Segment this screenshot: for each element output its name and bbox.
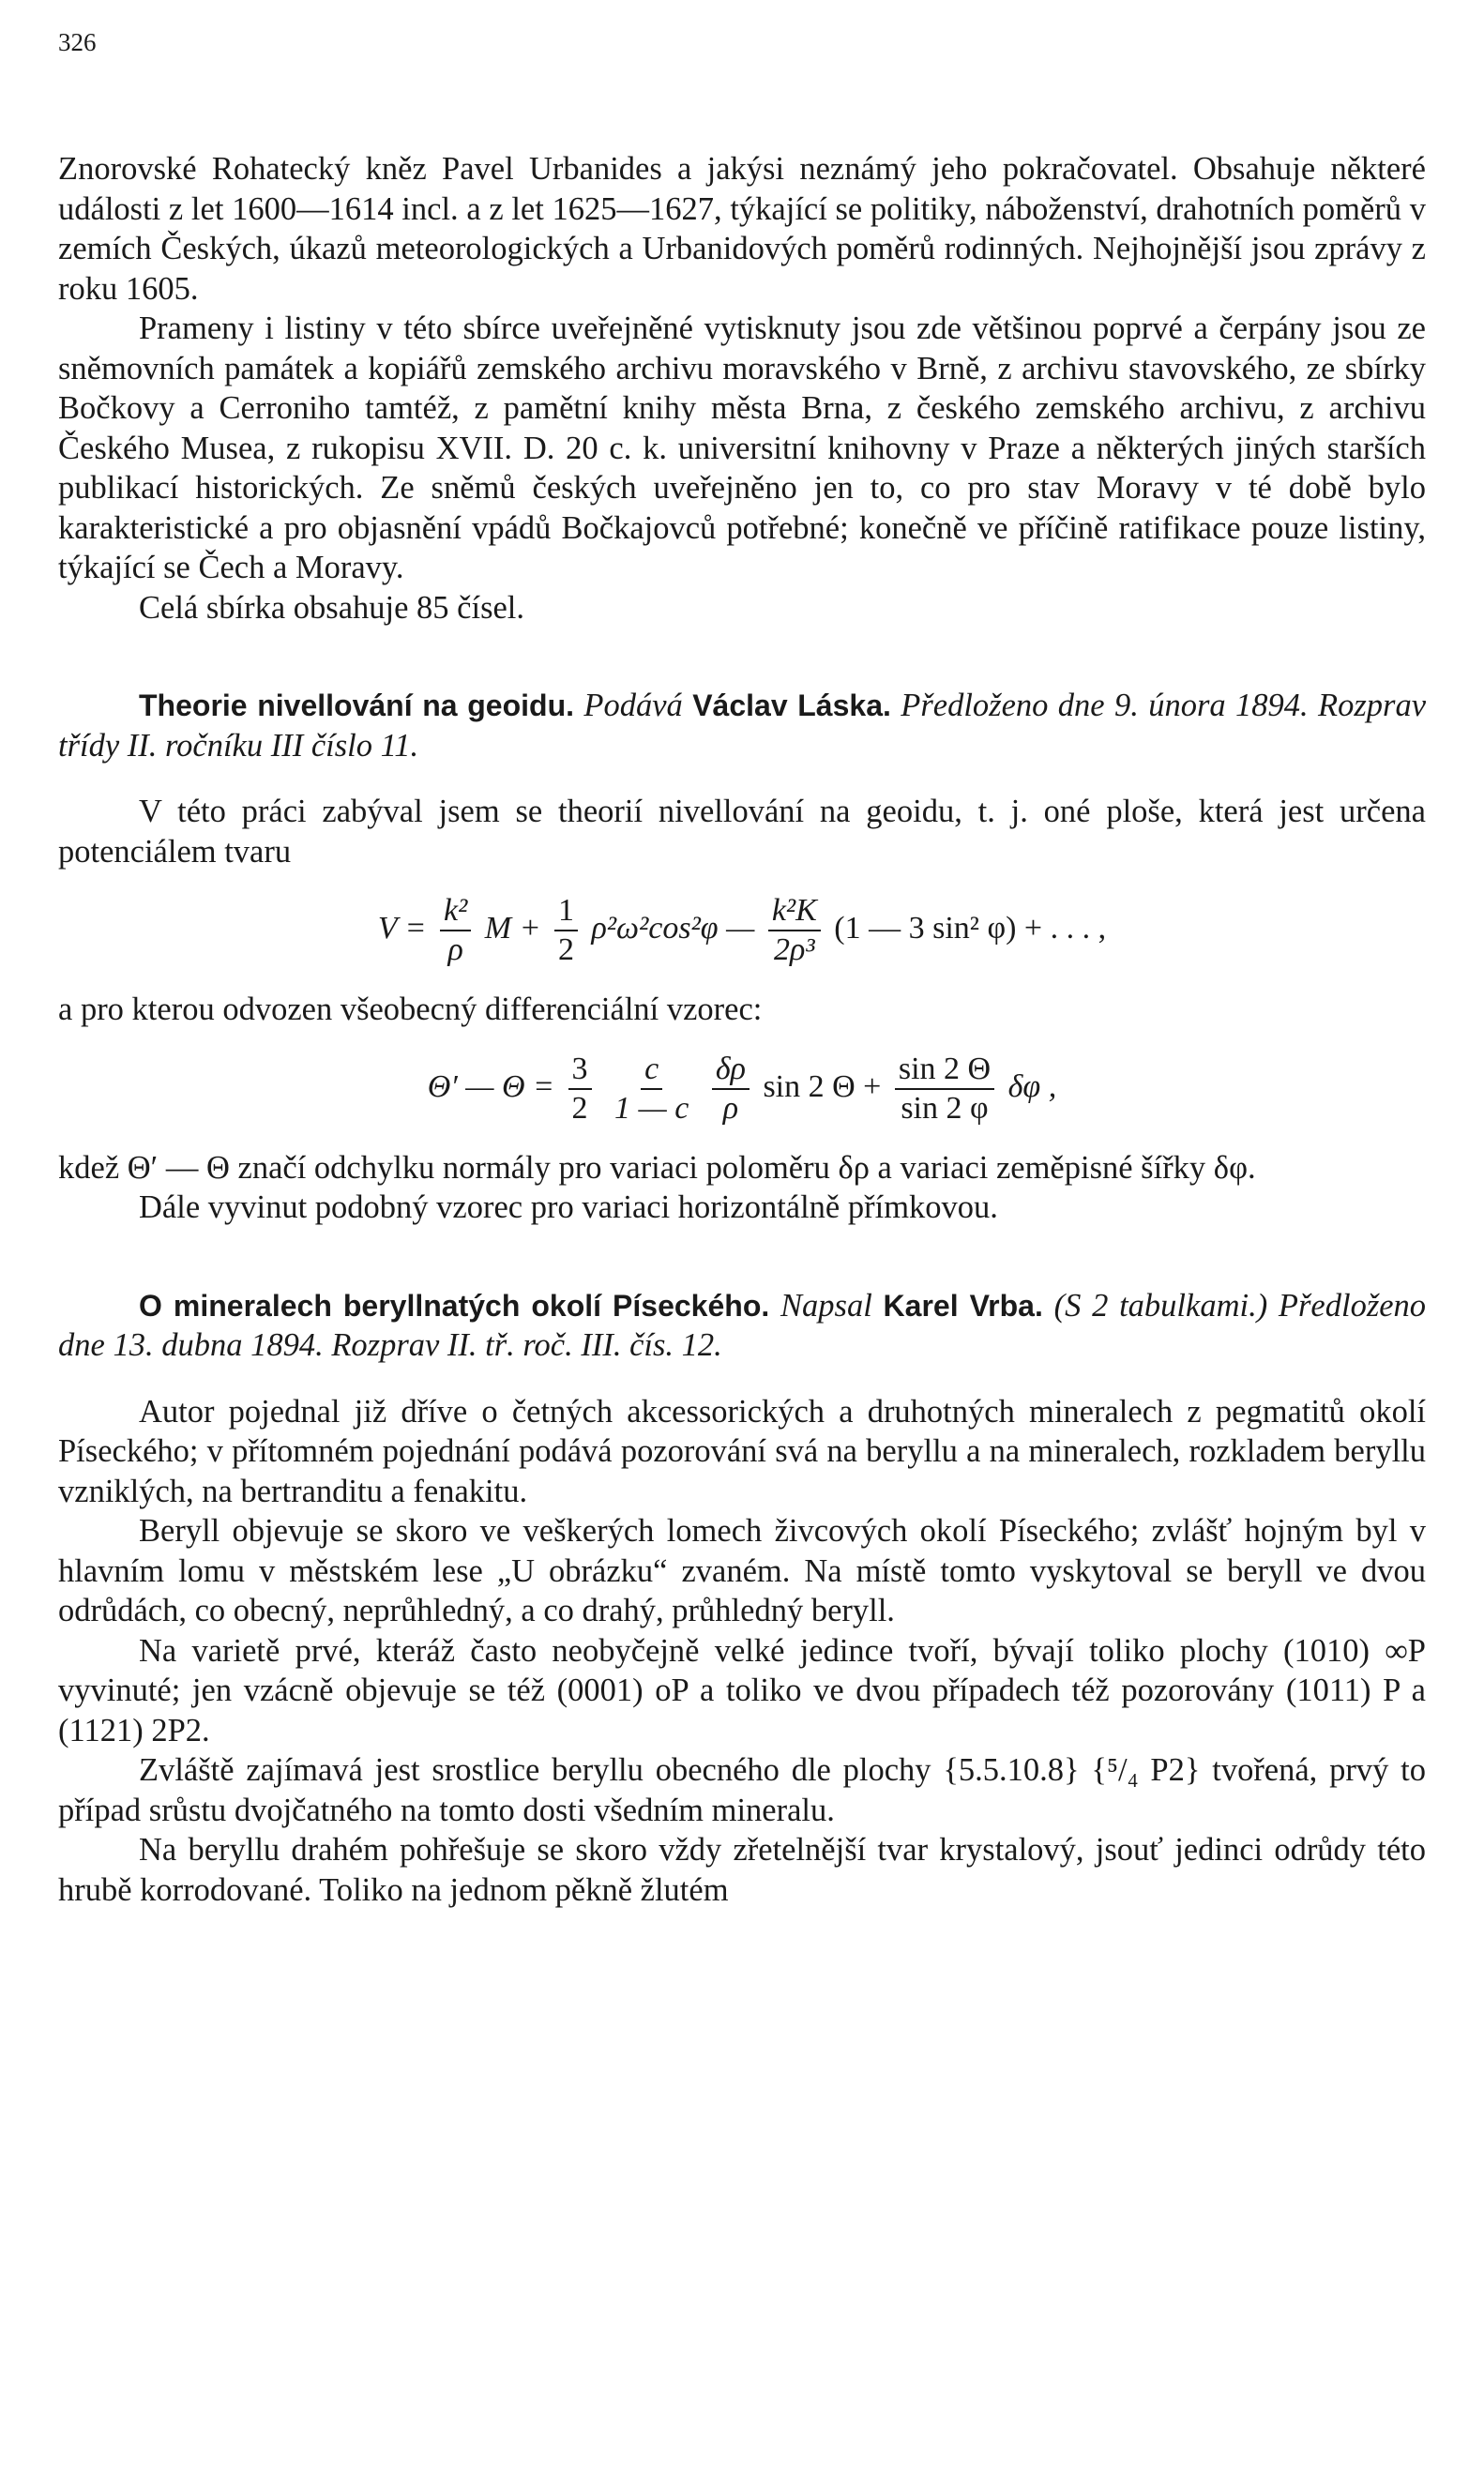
formula-1-f2-num: 1 bbox=[554, 892, 578, 931]
article-2-paragraph-4: Zvláště zajímavá jest srostlice beryllu obecného dle plochy {5.5.10.8} {⁵/₄ P2} tvořená, prvý to případ srůstu dvojčatného na tomto dosti všedním mineralu. bbox=[58, 1752, 1426, 1828]
article-1-formula-intro: a pro kterou odvozen všeobecný differenciální vzorec: bbox=[58, 991, 763, 1027]
article-1-meta: Předloženo dne 9. února 1894. Rozprav třídy II. ročníku III číslo 11. bbox=[58, 688, 1427, 764]
article-2-title: O mineralech beryllnatých okolí Píseckého. bbox=[139, 1288, 770, 1323]
formula-1-f3-den: 2ρ³ bbox=[774, 932, 815, 967]
formula-differential bbox=[58, 1051, 1426, 1128]
formula-1-f1-num: k² bbox=[440, 892, 471, 931]
article-2-paragraph-3: Na varietě prvé, kteráž často neobyčejně velké jedince tvoří, bývají toliko plochy (1010) ∞P vyvinuté; jen vzácně objevuje se též (0001) oP a toliko ve dvou případech též pozorovány (1011) P a (1121) 2P2. bbox=[58, 1632, 1426, 1748]
article-2-author: Karel Vrba. bbox=[883, 1288, 1043, 1323]
article-1-heading bbox=[58, 686, 1426, 765]
article-2-paragraph-5: Na beryllu drahém pohřešuje se skoro vždy zřetelnější tvar krystalový, jsouť jedinci odrůdy této hrubě korrodované. Toliko na jednom pěkně žlutém bbox=[58, 1832, 1426, 1908]
formula-1-f3-num: k²K bbox=[768, 892, 821, 931]
article-1-title: Theorie nivellování na geoidu. bbox=[139, 689, 575, 722]
article-2-meta: (S 2 tabulkami.) Předloženo dne 13. dubna 1894. Rozprav II. tř. roč. III. čís. 12. bbox=[58, 1287, 1427, 1363]
formula-2-lhs: Θ′ — Θ = bbox=[427, 1068, 554, 1104]
paragraph-1: Znorovské Rohatecký kněz Pavel Urbanides a jakýsi neznámý jeho pokračovatel. Obsahuje některé události z let 1600—1614 incl. a z let 1625—1627, týkající se politiky, náboženství, drahotních poměrů v zemích Českých, úkazů meteorologických a Urbanidových poměrů rodinných. Nejhojnější jsou zprávy z roku 1605. bbox=[58, 151, 1426, 307]
article-1-submitted-by: Podává bbox=[583, 688, 683, 723]
formula-2-f3-den: ρ bbox=[722, 1090, 739, 1126]
formula-2-f1-den: 2 bbox=[571, 1090, 588, 1126]
formula-2-fraction-1 bbox=[568, 1051, 592, 1128]
formula-1-f1-den: ρ bbox=[447, 932, 463, 967]
article-1-explanation: kdež Θ′ — Θ značí odchylku normály pro variaci poloměru δρ a variaci zeměpisné šířky δφ. bbox=[58, 1149, 1256, 1186]
formula-1-fraction-2 bbox=[554, 892, 578, 969]
article-1-author: Václav Láska. bbox=[692, 689, 891, 722]
formula-2-f1-num: 3 bbox=[568, 1051, 592, 1090]
article-2-paragraph-2: Beryll objevuje se skoro ve veškerých lomech živcových okolí Píseckého; zvlášť hojným byl v hlavním lomu v městském lese „U obrázku“ zvaném. Na místě tomto vyskytoval se beryll ve dvou odrůdách, co obecný, neprůhledný, a co drahý, průhledný beryll. bbox=[58, 1513, 1426, 1628]
formula-2-term2: δφ , bbox=[1007, 1068, 1057, 1104]
formula-1-term1: M + bbox=[484, 910, 541, 946]
formula-2-f4-den: sin 2 φ bbox=[901, 1090, 989, 1126]
formula-1-term3: (1 — 3 sin² φ) + . . . , bbox=[834, 910, 1107, 946]
formula-2-fraction-3 bbox=[712, 1051, 750, 1128]
formula-2-f2-den: 1 — c bbox=[614, 1090, 689, 1126]
article-1-closing: Dále vyvinut podobný vzorec pro variaci horizontálně přímkovou. bbox=[139, 1189, 998, 1225]
formula-1-fraction-3 bbox=[768, 892, 821, 969]
page-number: 326 bbox=[58, 28, 97, 56]
paragraph-2: Prameny i listiny v této sbírce uveřejněné vytisknuty jsou zde většinou poprvé a čerpány jsou ze sněmovních památek a kopiářů zemského archivu moravského v Brně, z archivu stavovského, ze sbírky Bočkovy a Cerroniho tamtéž, z pamětní knihy města Brna, z českého zemského archivu, z archivu Českého Musea, z rukopisu XVII. D. 20 c. k. universitní knihovny v Praze a některých jiných starších publikací historických. Ze sněmů českých uveřejněno jen to, co pro stav Moravy v té době bylo karakteristické a pro objasnění vpádů Bočkajovců potřebné; konečně ve příčině ratifikace pouze listiny, týkající se Čech a Moravy. bbox=[58, 310, 1426, 585]
article-2-written-by: Napsal bbox=[780, 1287, 872, 1324]
article-1-intro: V této práci zabýval jsem se theorií nivellování na geoidu, t. j. oné ploše, která jest určena potenciálem tvaru bbox=[58, 794, 1426, 870]
article-2-paragraph-1: Autor pojednal již dříve o četných akcessorických a druhotných mineralech z pegmatitů okolí Píseckého; v přítomném pojednání podává pozorování svá na beryllu a na mineralech, rozkladem beryllu vzniklých, na bertranditu a fenakitu. bbox=[58, 1393, 1426, 1509]
formula-1-fraction-1 bbox=[440, 892, 471, 969]
formula-1-term2: ρ²ω²cos²φ — bbox=[591, 910, 755, 946]
formula-2-term1: sin 2 Θ + bbox=[763, 1068, 882, 1104]
formula-1-lhs: V = bbox=[377, 910, 427, 946]
formula-2-f4-num: sin 2 Θ bbox=[895, 1051, 994, 1090]
formula-potential bbox=[58, 892, 1426, 969]
formula-2-f3-num: δρ bbox=[712, 1051, 750, 1090]
formula-2-f2-num: c bbox=[641, 1051, 662, 1090]
formula-2-fraction-2 bbox=[611, 1051, 692, 1128]
page bbox=[58, 28, 1426, 1910]
formula-1-f2-den: 2 bbox=[558, 932, 575, 967]
article-2-heading bbox=[58, 1286, 1426, 1366]
paragraph-3: Celá sbírka obsahuje 85 čísel. bbox=[139, 589, 525, 626]
formula-2-fraction-4 bbox=[895, 1051, 994, 1128]
